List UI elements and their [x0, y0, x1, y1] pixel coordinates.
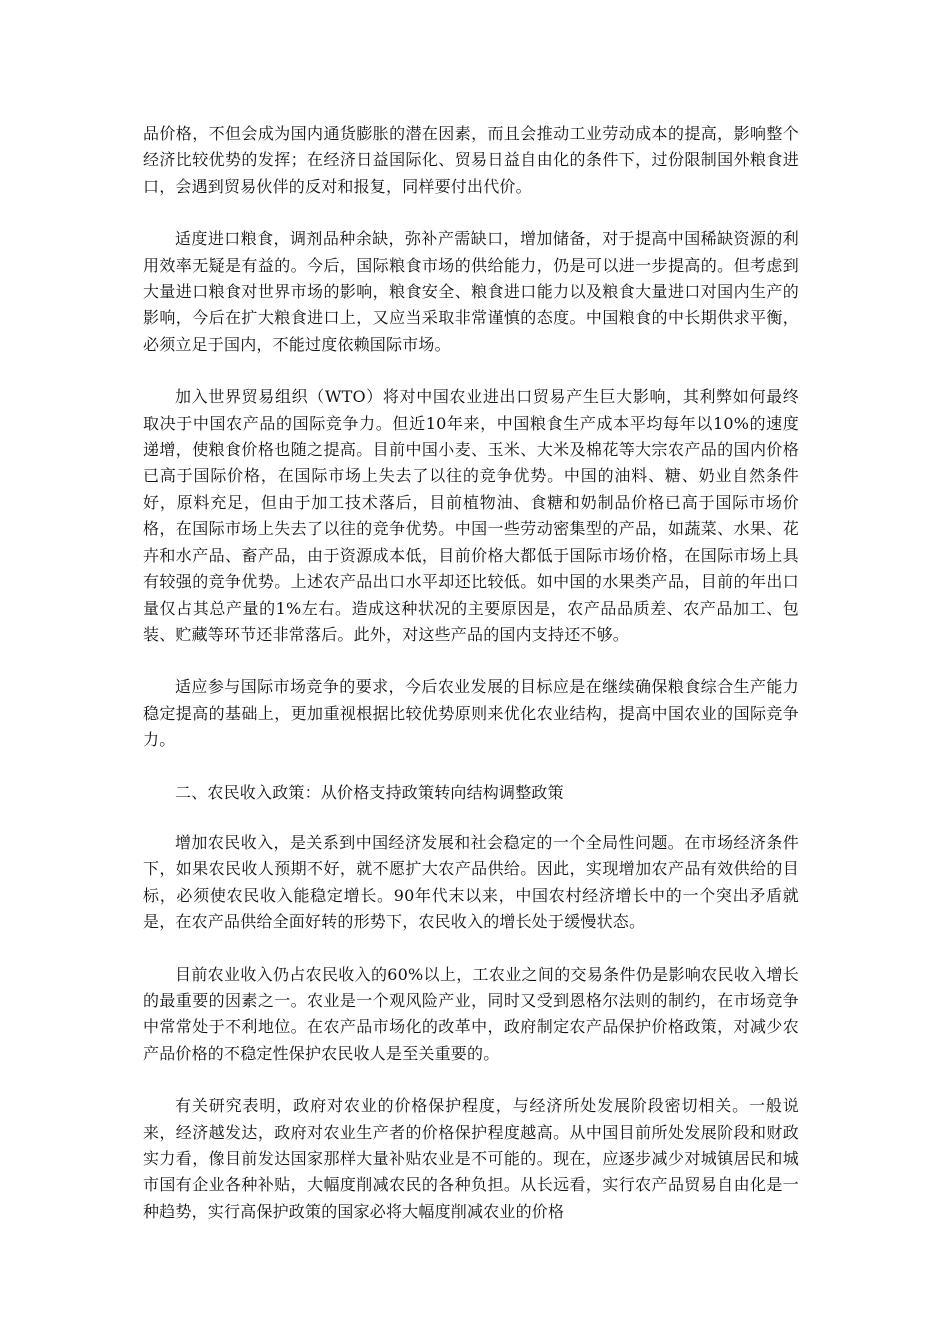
paragraph-6: 目前农业收入仍占农民收入的60%以上，工农业之间的交易条件仍是影响农民收入增长的最重要的因素之一。农业是一个观风险产业，同时又受到恩格尔法则的制约，在市场竞争中常常处于不利地位。在农产品市场化的改革中，政府制定农产品保护价格政策，对减少农产品价格的不稳定性保护农民收人是至关重要的。 [143, 964, 799, 1063]
section-heading: 二、农民收入政策：从价格支持政策转向结构调整政策 [175, 782, 564, 802]
document-body [143, 121, 799, 1251]
paragraph-7: 有关研究表明，政府对农业的价格保护程度，与经济所处发展阶段密切相关。一般说来，经济越发达，政府对农业生产者的价格保护程度越高。从中国目前所处发展阶段和财政实力看，像目前发达国家那样大量补贴农业是不可能的。现在，应逐步减少对城镇居民和城市国有企业各种补贴，大幅度削减农民的各种负担。从长远看，实行农产品贸易自由化是一种趋势，实行高保护政策的国家必将大幅度削减农业的价格 [143, 1096, 799, 1221]
paragraph-2: 适度进口粮食，调剂品种余缺，弥补产需缺口，增加储备，对于提高中国稀缺资源的利用效率无疑是有益的。今后，国际粮食市场的供给能力，仍是可以进一步提高的。但考虑到大量进口粮食对世界市场的影响，粮食安全、粮食进口能力以及粮食大量进口对国内生产的影响，今后在扩大粮食进口上，又应当采取非常谨慎的态度。中国粮食的中长期供求平衡，必须立足于国内，不能过度依赖国际市场。 [143, 229, 799, 354]
paragraph-3: 加入世界贸易组织（WTO）将对中国农业进出口贸易产生巨大影响，其利弊如何最终取决于中国农产品的国际竞争力。但近10年来，中国粮食生产成本平均每年以10%的速度递增，使粮食价格也随之提高。目前中国小麦、玉米、大米及棉花等大宗农产品的国内价格已高于国际价格，在国际市场上失去了以往的竞争优势。中国的油料、糖、奶业自然条件好，原料充足，但由于加工技术落后，目前植物油、食糖和奶制品价格已高于国际市场价格，在国际市场上失去了以往的竞争优势。中国一些劳动密集型的产品，如蔬菜、水果、花卉和水产品、畜产品，由于资源成本低，目前价格大都低于国际市场价格，在国际市场上具有较强的竞争优势。上述农产品出口水平却还比较低。如中国的水果类产品，目前的年出口量仅占其总产量的1%左右。造成这种状况的主要原因是，农产品品质差、农产品加工、包装、贮藏等环节还非常落后。此外，对这些产品的国内支持还不够。 [143, 387, 799, 644]
paragraph-4: 适应参与国际市场竞争的要求，今后农业发展的目标应是在继续确保粮食综合生产能力稳定提高的基础上，更加重视根据比较优势原则来优化农业结构，提高中国农业的国际竞争力。 [143, 677, 799, 750]
paragraph-5: 增加农民收入，是关系到中国经济发展和社会稳定的一个全局性问题。在市场经济条件下，如果农民收人预期不好，就不愿扩大农产品供给。因此，实现增加农产品有效供给的目标，必须使农民收入能稳定增长。90年代末以来，中国农村经济增长中的一个突出矛盾就是，在农产品供给全面好转的形势下，农民收入的增长处于缓慢状态。 [143, 832, 799, 932]
paragraph-1: 品价格，不但会成为国内通货膨胀的潜在因素，而且会推动工业劳动成本的提高，影响整个经济比较优势的发挥；在经济日益国际化、贸易日益自由化的条件下，过份限制国外粮食进口，会遇到贸易伙伴的反对和报复，同样要付出代价。 [143, 124, 799, 196]
